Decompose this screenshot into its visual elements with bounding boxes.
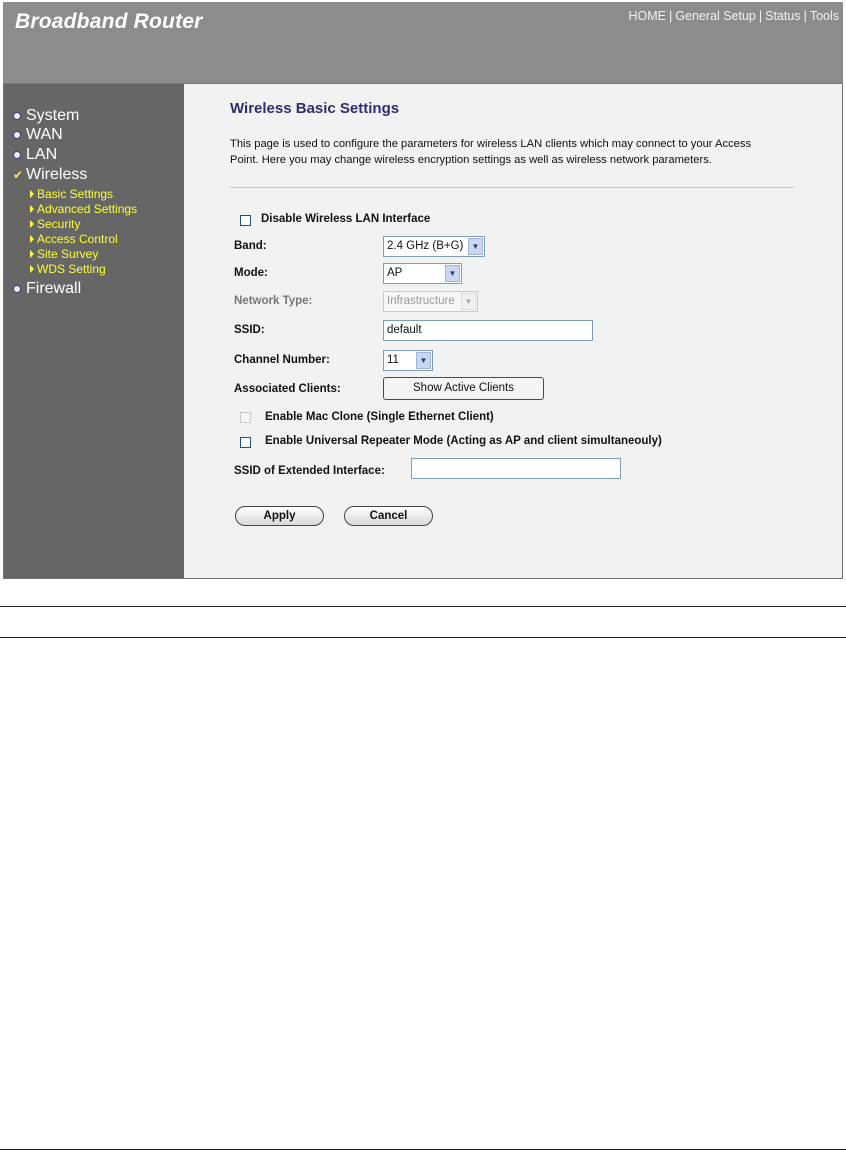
sidebar-subitem-basic-settings[interactable]: Basic Settings <box>30 187 113 201</box>
show-active-clients-button[interactable]: Show Active Clients <box>383 377 544 400</box>
universal-repeater-label: Enable Universal Repeater Mode (Acting as AP and client simultaneouly) <box>265 435 662 447</box>
chevron-down-icon: ▼ <box>468 238 483 255</box>
sidebar-item-label: Wireless <box>26 166 88 183</box>
network-type-label: Network Type: <box>234 295 313 307</box>
sidebar-item-wan[interactable] <box>13 126 63 144</box>
sidebar-item-lan[interactable] <box>13 146 57 164</box>
page-description: This page is used to configure the parameters for wireless LAN clients which may connect to your Access Point. Here you may change wireless encryption settings as well as wireless network parameters. <box>230 138 752 166</box>
sidebar-item-system[interactable] <box>13 107 79 125</box>
sidebar-subitem-advanced-settings[interactable]: Advanced Settings <box>30 202 137 216</box>
check-icon: ✔ <box>13 168 24 182</box>
universal-repeater-checkbox[interactable] <box>240 437 251 448</box>
mac-clone-label: Enable Mac Clone (Single Ethernet Client) <box>265 411 494 423</box>
sidebar-item-label: System <box>26 107 80 124</box>
ssid-input[interactable]: default <box>383 320 593 341</box>
ext-ssid-label: SSID of Extended Interface: <box>234 465 385 477</box>
assoc-clients-label: Associated Clients: <box>234 383 341 395</box>
chevron-down-icon: ▼ <box>461 293 476 310</box>
page-rule-middle <box>0 637 846 638</box>
sidebar-subitem-wds-setting[interactable]: WDS Setting <box>30 262 106 276</box>
sidebar-item-label: WAN <box>26 126 63 143</box>
page-title: Wireless Basic Settings <box>230 100 400 117</box>
nav-status-link[interactable]: Status <box>765 9 801 23</box>
sidebar-item-label: Firewall <box>26 280 82 297</box>
header-bar <box>3 2 843 84</box>
sidebar-subitem-site-survey[interactable]: Site Survey <box>30 247 98 261</box>
arrow-right-icon <box>30 190 34 198</box>
sidebar <box>4 84 184 578</box>
apply-button[interactable]: Apply <box>235 506 324 526</box>
nav-general-setup-link[interactable]: General Setup <box>675 9 756 23</box>
mode-label: Mode: <box>234 267 268 279</box>
arrow-right-icon <box>30 205 34 213</box>
mode-select[interactable]: AP ▼ <box>383 263 462 284</box>
content-panel <box>184 84 842 578</box>
ssid-label: SSID: <box>234 324 265 336</box>
bullet-icon <box>13 112 21 120</box>
bullet-icon <box>13 285 21 293</box>
divider <box>230 187 794 188</box>
sidebar-item-wireless[interactable] <box>13 166 87 184</box>
app-title: Broadband Router <box>15 10 203 33</box>
sidebar-subitem-security[interactable]: Security <box>30 217 80 231</box>
disable-wlan-checkbox[interactable] <box>240 215 251 226</box>
cancel-button[interactable]: Cancel <box>344 506 433 526</box>
chevron-down-icon: ▼ <box>416 352 431 369</box>
sidebar-subitem-access-control[interactable]: Access Control <box>30 232 118 246</box>
nav-home-link[interactable]: HOME <box>628 9 667 23</box>
sidebar-item-label: LAN <box>26 146 58 163</box>
mac-clone-checkbox[interactable] <box>240 412 251 423</box>
band-label: Band: <box>234 240 267 252</box>
band-select[interactable]: 2.4 GHz (B+G) ▼ <box>383 236 485 257</box>
arrow-right-icon <box>30 250 34 258</box>
chevron-down-icon: ▼ <box>445 265 460 282</box>
nav-tools-link[interactable]: Tools <box>809 9 839 23</box>
channel-select[interactable]: 11 ▼ <box>383 350 433 371</box>
ext-ssid-input[interactable] <box>411 458 621 479</box>
bullet-icon <box>13 151 21 159</box>
arrow-right-icon <box>30 235 34 243</box>
disable-wlan-label: Disable Wireless LAN Interface <box>261 213 431 225</box>
page-rule-bottom <box>0 1149 846 1150</box>
sidebar-item-firewall[interactable] <box>13 280 81 298</box>
network-type-select[interactable]: Infrastructure ▼ <box>383 291 478 312</box>
channel-label: Channel Number: <box>234 354 330 366</box>
bullet-icon <box>13 131 21 139</box>
arrow-right-icon <box>30 265 34 273</box>
arrow-right-icon <box>30 220 34 228</box>
top-nav: HOME | General Setup | Status | Tools <box>628 9 839 23</box>
page-rule-top <box>0 606 846 607</box>
